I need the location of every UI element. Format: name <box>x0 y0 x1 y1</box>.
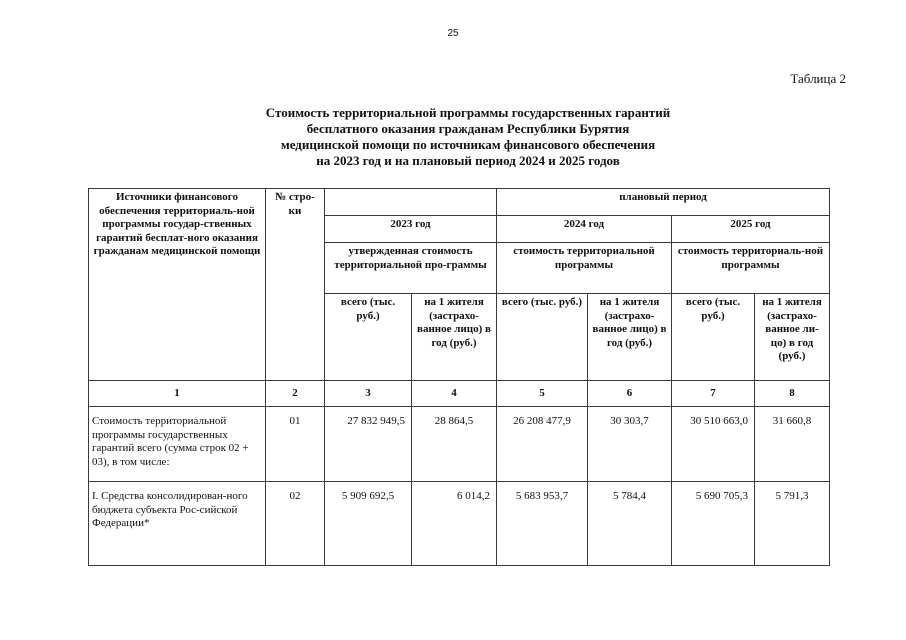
header-cost-2023: утвержденная стоимость территориальной про-граммы <box>325 243 497 294</box>
header-blank <box>325 189 497 216</box>
row-number: 01 <box>266 407 325 482</box>
column-number: 5 <box>497 381 588 407</box>
header-per-capita-2025: на 1 жителя (застрахо-ванное ли-цо) в год (руб.) <box>755 294 830 381</box>
column-number: 8 <box>755 381 830 407</box>
column-number: 6 <box>588 381 672 407</box>
column-number: 2 <box>266 381 325 407</box>
total-2025: 5 690 705,3 <box>672 482 755 566</box>
header-year-2024: 2024 год <box>497 216 672 243</box>
total-2023: 27 832 949,5 <box>325 407 412 482</box>
title-line: на 2023 год и на плановый период 2024 и 2025 годов <box>316 153 620 168</box>
column-number-row <box>89 381 830 407</box>
table-row <box>89 482 830 566</box>
header-total-2025: всего (тыс. руб.) <box>672 294 755 381</box>
row-name: Стоимость территориальной программы государственных гарантий всего (сумма строк 02 + 03), в том числе: <box>89 407 266 482</box>
header-total-2023: всего (тыс. руб.) <box>325 294 412 381</box>
total-2024: 5 683 953,7 <box>497 482 588 566</box>
row-name: I. Средства консолидирован-ного бюджета субъекта Рос-сийской Федерации* <box>89 482 266 566</box>
per-capita-2025: 5 791,3 <box>755 482 830 566</box>
header-row-number: № стро-ки <box>266 189 325 381</box>
header-cost-2025: стоимость территориаль-ной программы <box>672 243 830 294</box>
table-label: Таблица 2 <box>790 71 846 86</box>
header-cost-2024: стоимость территориальной программы <box>497 243 672 294</box>
per-capita-2023: 6 014,2 <box>412 482 497 566</box>
header-planned-period: плановый период <box>497 189 830 216</box>
column-number: 7 <box>672 381 755 407</box>
column-number: 3 <box>325 381 412 407</box>
header-year-2023: 2023 год <box>325 216 497 243</box>
total-2025: 30 510 663,0 <box>672 407 755 482</box>
document-title <box>140 105 796 169</box>
column-number: 4 <box>412 381 497 407</box>
page-number: 25 <box>447 28 459 39</box>
header-per-capita-2023: на 1 жителя (застрахо-ванное лицо) в год (руб.) <box>412 294 497 381</box>
total-2024: 26 208 477,9 <box>497 407 588 482</box>
per-capita-2024: 30 303,7 <box>588 407 672 482</box>
table-row <box>89 407 830 482</box>
total-2023: 5 909 692,5 <box>325 482 412 566</box>
column-number: 1 <box>89 381 266 407</box>
header-total-2024: всего (тыс. руб.) <box>497 294 588 381</box>
per-capita-2025: 31 660,8 <box>755 407 830 482</box>
header-source: Источники финансового обеспечения территориаль-ной программы государ-ственных гарантий бесплат-ного оказания гражданам медицинской помощи <box>89 189 266 381</box>
title-line: бесплатного оказания гражданам Республики Бурятия <box>306 121 630 136</box>
title-line: медицинской помощи по источникам финансового обеспечения <box>280 137 656 152</box>
financing-table <box>88 188 830 566</box>
per-capita-2024: 5 784,4 <box>588 482 672 566</box>
title-line: Стоимость территориальной программы государственных гарантий <box>265 105 671 120</box>
per-capita-2023: 28 864,5 <box>412 407 497 482</box>
header-per-capita-2024: на 1 жителя (застрахо-ванное лицо) в год (руб.) <box>588 294 672 381</box>
row-number: 02 <box>266 482 325 566</box>
header-year-2025: 2025 год <box>672 216 830 243</box>
